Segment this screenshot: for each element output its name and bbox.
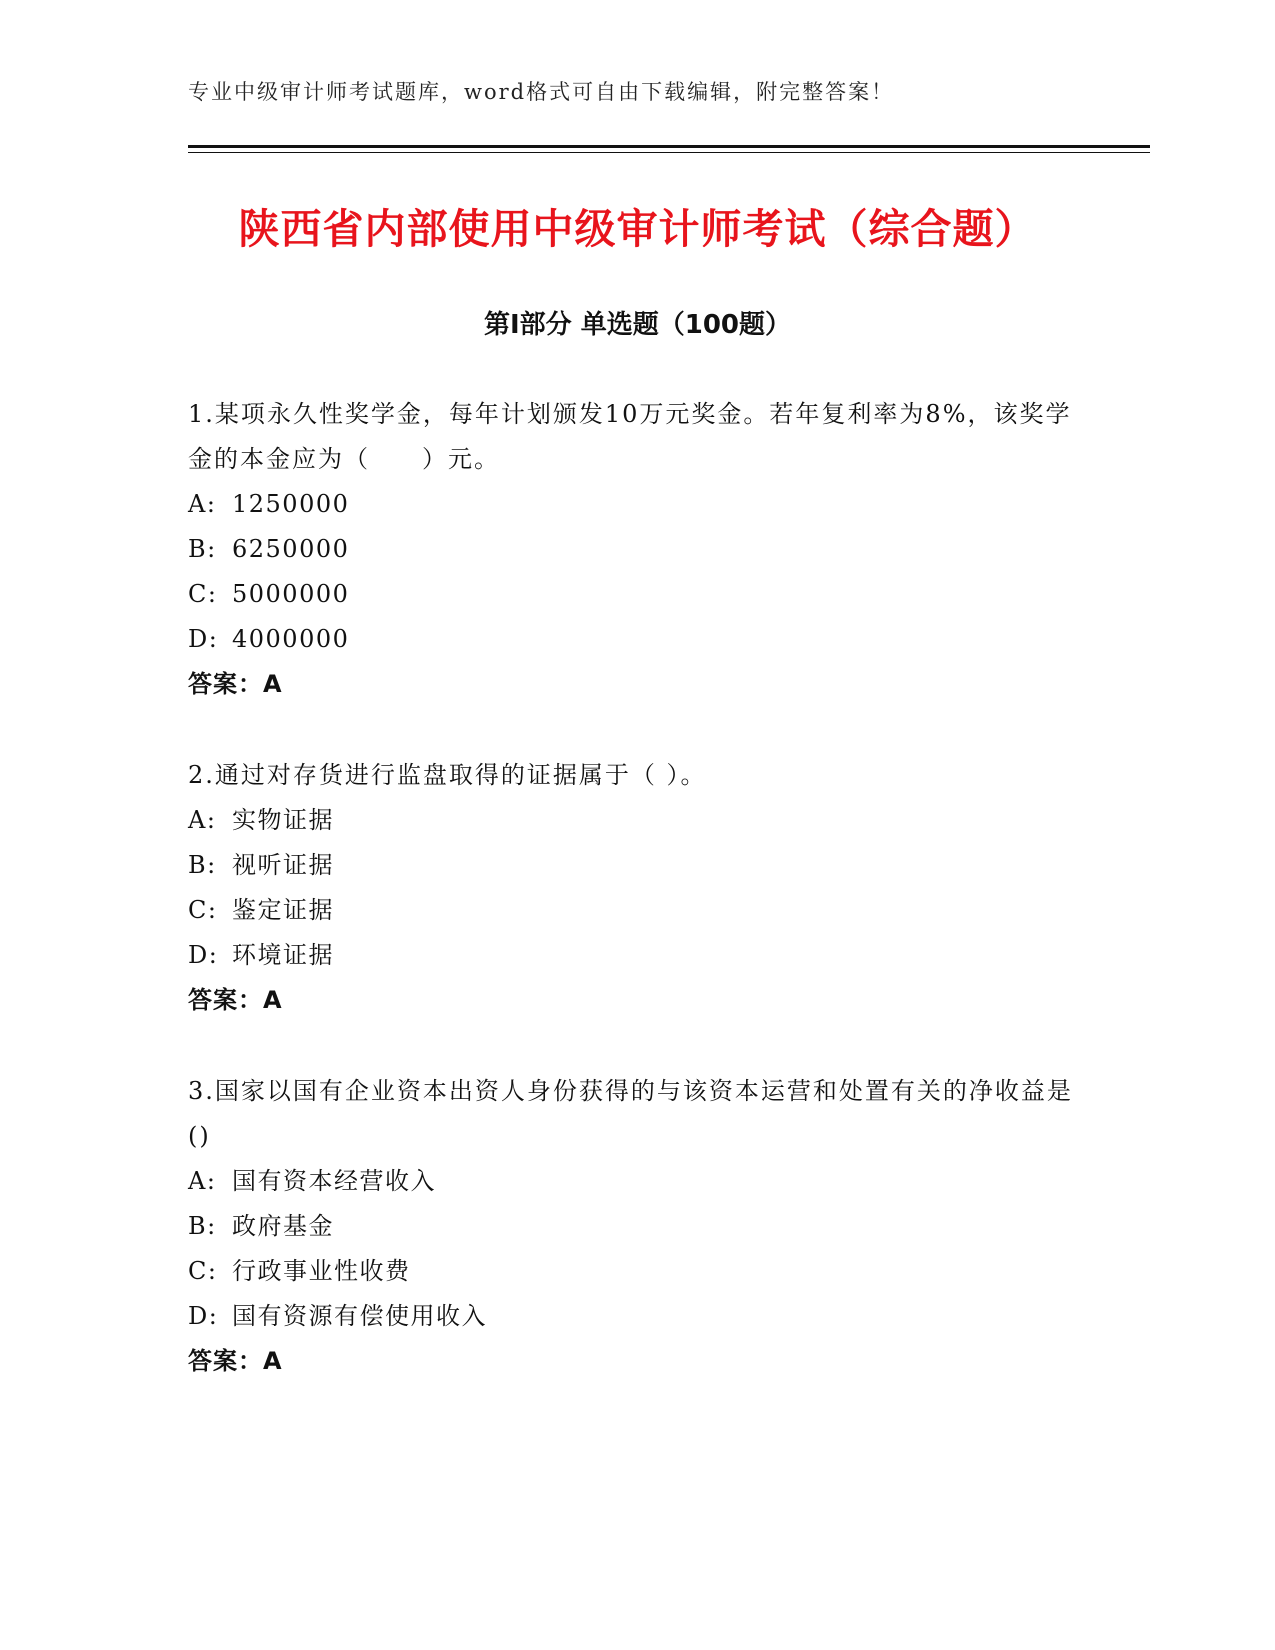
option-text: 视听证据 — [232, 851, 334, 879]
option-text: 4000000 — [232, 625, 350, 653]
question-3 — [188, 1069, 1088, 1384]
option-d — [188, 617, 1088, 662]
option-letter: C: — [188, 896, 218, 924]
option-text: 6250000 — [232, 535, 350, 563]
option-text: 1250000 — [232, 490, 350, 518]
answer: 答案：A — [188, 1347, 283, 1375]
option-b — [188, 527, 1088, 572]
option-text: 国有资源有偿使用收入 — [232, 1302, 487, 1330]
option-text: 实物证据 — [232, 806, 334, 834]
option-a — [188, 1159, 1088, 1204]
header-note: 专业中级审计师考试题库，word格式可自由下载编辑，附完整答案！ — [188, 80, 895, 104]
section-title: 第Ⅰ部分 单选题（100题） — [484, 310, 791, 340]
option-letter: B: — [188, 851, 217, 879]
option-b — [188, 1204, 1088, 1249]
option-text: 鉴定证据 — [232, 896, 334, 924]
question-2 — [188, 753, 1088, 1023]
question-stem: 1.某项永久性奖学金，每年计划颁发10万元奖金。若年复利率为8%，该奖学金的本金应为（ ）元。 — [188, 400, 1072, 473]
question-1 — [188, 392, 1088, 707]
option-b — [188, 843, 1088, 888]
option-letter: C: — [188, 1257, 218, 1285]
option-text: 国有资本经营收入 — [232, 1167, 436, 1195]
option-text: 环境证据 — [232, 941, 334, 969]
header-rule-thick — [188, 145, 1150, 148]
question-stem: 3.国家以国有企业资本出资人身份获得的与该资本运营和处置有关的净收益是() — [188, 1077, 1073, 1150]
option-letter: A: — [188, 490, 217, 518]
option-a — [188, 798, 1088, 843]
option-d — [188, 933, 1088, 978]
option-letter: D: — [188, 941, 219, 969]
option-letter: B: — [188, 535, 217, 563]
option-text: 政府基金 — [232, 1212, 334, 1240]
question-stem: 2.通过对存货进行监盘取得的证据属于（ ）。 — [188, 761, 707, 789]
option-a — [188, 482, 1088, 527]
option-c — [188, 888, 1088, 933]
option-letter: D: — [188, 625, 219, 653]
header-rule-thin — [188, 152, 1150, 153]
option-c — [188, 1249, 1088, 1294]
option-letter: B: — [188, 1212, 217, 1240]
answer: 答案：A — [188, 986, 283, 1014]
option-letter: A: — [188, 806, 217, 834]
option-c — [188, 572, 1088, 617]
option-letter: D: — [188, 1302, 219, 1330]
document-title: 陕西省内部使用中级审计师考试（综合题） — [238, 205, 1037, 253]
question-list — [188, 392, 1088, 1430]
option-letter: A: — [188, 1167, 217, 1195]
option-text: 行政事业性收费 — [232, 1257, 411, 1285]
option-d — [188, 1294, 1088, 1339]
answer: 答案：A — [188, 670, 283, 698]
option-letter: C: — [188, 580, 218, 608]
option-text: 5000000 — [232, 580, 350, 608]
